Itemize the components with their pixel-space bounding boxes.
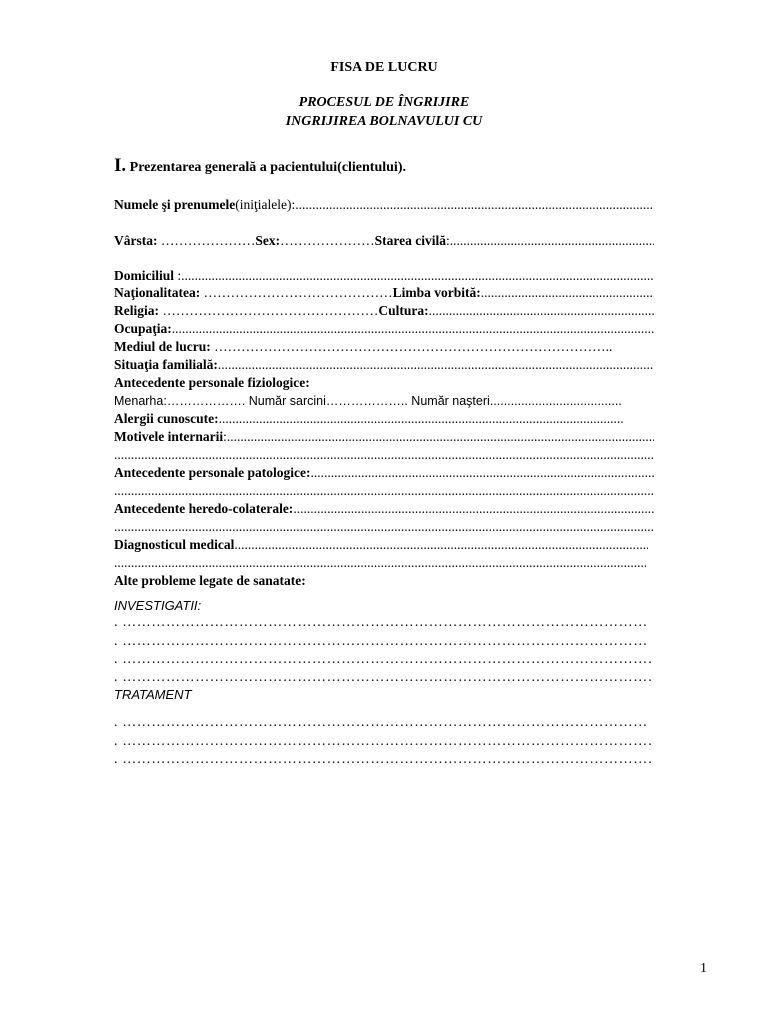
pregnancies-label: Număr sarcini (245, 394, 326, 408)
pathological-history-field[interactable] (114, 464, 654, 482)
admission-reasons-fill-line-2 (114, 447, 654, 462)
religion-culture-row[interactable] (114, 302, 654, 320)
family-history-continuation[interactable] (114, 518, 654, 536)
admission-reasons-colon: : (223, 429, 227, 444)
family-history-fill-line-2 (114, 519, 654, 534)
diagnosis-continuation[interactable] (114, 554, 646, 572)
civil-status-fill-line (450, 233, 654, 248)
name-field[interactable] (114, 196, 654, 214)
language-label: Limba vorbită: (392, 285, 481, 300)
treatment-line-1[interactable] (114, 714, 648, 732)
occupation-label: Ocupaţia: (114, 321, 172, 336)
section-heading (114, 157, 654, 177)
investigations-line-3[interactable] (114, 651, 654, 669)
document-subtitle-process: PROCESUL DE ÎNGRIJIRE (298, 95, 470, 110)
pathological-history-fill-line-2 (114, 483, 654, 498)
family-situation-label: Situaţia familială: (114, 357, 218, 372)
family-history-fill-line (293, 501, 654, 516)
religion-fill-line: ………………………………………… (159, 303, 379, 318)
domicile-colon: : (174, 268, 182, 283)
diagnosis-field[interactable] (114, 536, 648, 554)
pathological-history-label: Antecedente personale patologice: (114, 465, 311, 480)
sex-label: Sex: (255, 233, 281, 248)
section-roman-numeral: I. (114, 157, 127, 176)
investigations-line-1[interactable] (114, 614, 648, 632)
treatment-line-3[interactable] (114, 751, 654, 769)
language-fill-line (481, 285, 654, 300)
work-environment-label: Mediul de lucru: (114, 339, 211, 354)
nationality-fill-line: …………………………………… (200, 285, 393, 300)
admission-reasons-continuation[interactable] (114, 446, 654, 464)
family-history-field[interactable] (114, 500, 654, 518)
name-label: Numele şi prenumele (114, 197, 236, 212)
menarche-row[interactable] (114, 392, 654, 410)
diagnosis-fill-line (234, 537, 648, 552)
treatment-line-2[interactable] (114, 733, 654, 751)
occupation-fill-line (172, 321, 654, 336)
pathological-history-continuation[interactable] (114, 482, 654, 500)
occupation-field[interactable] (114, 320, 654, 338)
allergies-fill-line (219, 410, 624, 428)
age-label: Vârsta: (114, 233, 158, 248)
religion-label: Religia: (114, 303, 159, 318)
investigations-line-2[interactable] (114, 633, 648, 651)
births-fill-line (490, 392, 622, 410)
name-fill-line (295, 197, 654, 212)
births-label: Număr naşteri (407, 394, 490, 408)
investigations-line-4[interactable] (114, 669, 654, 687)
investigations-label: INVESTIGATII: (114, 598, 202, 613)
family-situation-field[interactable] (114, 356, 654, 374)
section-title: Prezentarea generală a pacientului(clientului). (129, 160, 406, 175)
culture-fill-line (429, 303, 654, 318)
work-environment-fill-line: …………………………………………………………………………….. (210, 339, 613, 354)
admission-reasons-label: Motivele internarii (114, 429, 224, 444)
work-environment-field[interactable] (114, 338, 654, 356)
document-title: FISA DE LUCRU (330, 60, 438, 75)
pathological-history-fill-line (310, 465, 654, 480)
age-sex-civil-row[interactable] (114, 232, 654, 250)
pregnancies-fill-line: ……………….. (325, 394, 408, 408)
admission-reasons-field[interactable] (114, 428, 654, 446)
allergies-label: Alergii cunoscute: (114, 411, 219, 426)
name-hint: (iniţialele): (235, 197, 296, 212)
domicile-field[interactable] (114, 267, 654, 285)
allergies-field[interactable] (114, 410, 654, 428)
domicile-label: Domiciliul (114, 268, 174, 283)
other-health-problems-label: Alte probleme legate de sanatate: (114, 573, 306, 588)
page-number: 1 (700, 961, 707, 976)
civil-status-colon: : (446, 233, 450, 248)
sex-fill-line: ………………… (280, 233, 375, 248)
menarche-fill-line: ………………. (166, 394, 246, 408)
family-history-label: Antecedente heredo-colaterale: (114, 501, 294, 516)
nationality-language-row[interactable] (114, 284, 654, 302)
age-fill-line: ………………… (157, 233, 256, 248)
admission-reasons-fill-line (227, 429, 654, 444)
document-subtitle-care: INGRIJIREA BOLNAVULUI CU (285, 114, 483, 129)
nationality-label: Naţionalitatea: (114, 285, 201, 300)
diagnosis-label: Diagnosticul medical (114, 537, 235, 552)
treatment-label: TRATAMENT (114, 687, 192, 702)
civil-status-label: Starea civilă (374, 233, 446, 248)
diagnosis-fill-line-2 (114, 555, 646, 570)
culture-label: Cultura: (378, 303, 429, 318)
menarche-label: Menarha: (114, 394, 167, 408)
family-situation-fill-line (218, 357, 654, 372)
physiological-history-label: Antecedente personale fiziologice: (114, 375, 310, 390)
domicile-fill-line (181, 268, 654, 283)
